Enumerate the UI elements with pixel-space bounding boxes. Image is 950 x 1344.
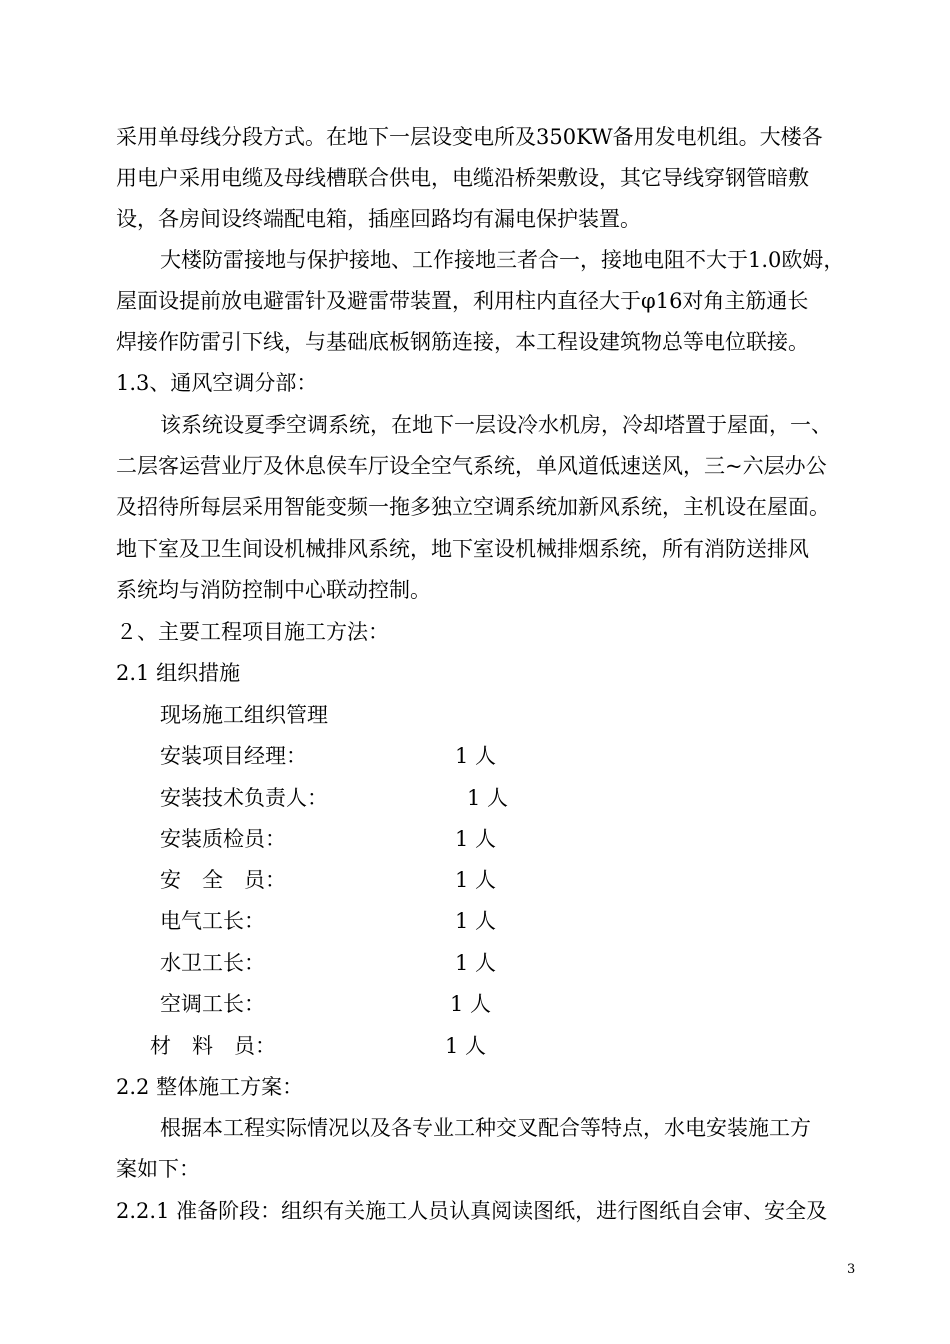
paragraph-line: 根据本工程实际情况以及各专业工种交叉配合等特点，水电安装施工方 bbox=[160, 1116, 811, 1140]
staff-role: 空调工长： bbox=[160, 992, 265, 1016]
paragraph-line: 设，各房间设终端配电箱，插座回路均有漏电保护装置。 bbox=[116, 207, 641, 231]
paragraph-line: 案如下： bbox=[116, 1157, 200, 1181]
staff-row bbox=[150, 1032, 486, 1060]
staff-row bbox=[160, 784, 508, 812]
staff-row bbox=[160, 825, 496, 853]
staff-count: 1 人 bbox=[455, 951, 497, 975]
paragraph-line: 及招待所每层采用智能变频一拖多独立空调系统加新风系统，主机设在屋面。 bbox=[116, 495, 830, 519]
staff-row bbox=[160, 990, 491, 1018]
staff-row bbox=[160, 866, 496, 894]
staff-count: 1 人 bbox=[455, 827, 497, 851]
staff-count: 1 人 bbox=[455, 868, 497, 892]
paragraph-line: 地下室及卫生间设机械排风系统，地下室设机械排烟系统，所有消防送排风 bbox=[116, 537, 809, 561]
paragraph-line: 该系统设夏季空调系统，在地下一层设冷水机房，冷却塔置于屋面，一、 bbox=[160, 413, 832, 437]
page-number: 3 bbox=[847, 1262, 856, 1277]
staff-row bbox=[160, 949, 496, 977]
section-heading-2: ２、主要工程项目施工方法： bbox=[116, 620, 389, 644]
section-heading-2-1: 2.1 组织措施 bbox=[116, 661, 241, 685]
staff-row bbox=[160, 907, 496, 935]
staff-role: 安装项目经理： bbox=[160, 744, 307, 768]
staff-role: 安 全 员： bbox=[160, 868, 286, 892]
paragraph-line: 系统均与消防控制中心联动控制。 bbox=[116, 578, 431, 602]
staff-role: 材 料 员： bbox=[150, 1034, 276, 1058]
paragraph-line: 大楼防雷接地与保护接地、工作接地三者合一，接地电阻不大于1.0欧姆， bbox=[160, 248, 845, 272]
paragraph-line: 屋面设提前放电避雷针及避雷带装置，利用柱内直径大于φ16对角主筋通长 bbox=[116, 289, 809, 313]
staff-count: 1 人 bbox=[450, 992, 492, 1016]
staff-count: 1 人 bbox=[467, 786, 509, 810]
staff-role: 电气工长： bbox=[160, 909, 265, 933]
paragraph-line: 采用单母线分段方式。在地下一层设变电所及350KW备用发电机组。大楼各 bbox=[116, 125, 823, 149]
staff-row bbox=[160, 742, 496, 770]
paragraph-line: 用电户采用电缆及母线槽联合供电，电缆沿桥架敷设，其它导线穿钢管暗敷 bbox=[116, 166, 809, 190]
staff-count: 1 人 bbox=[445, 1034, 487, 1058]
staff-title: 现场施工组织管理 bbox=[160, 703, 328, 727]
staff-role: 安装技术负责人： bbox=[160, 786, 328, 810]
staff-count: 1 人 bbox=[455, 744, 497, 768]
paragraph-line: 2.2.1 准备阶段：组织有关施工人员认真阅读图纸，进行图纸自会审、安全及 bbox=[116, 1199, 828, 1223]
section-heading-1-3: 1.3、通风空调分部： bbox=[116, 371, 318, 395]
staff-role: 安装质检员： bbox=[160, 827, 286, 851]
staff-count: 1 人 bbox=[455, 909, 497, 933]
staff-role: 水卫工长： bbox=[160, 951, 265, 975]
section-heading-2-2: 2.2 整体施工方案： bbox=[116, 1075, 304, 1099]
paragraph-line: 焊接作防雷引下线，与基础底板钢筋连接，本工程设建筑物总等电位联接。 bbox=[116, 330, 809, 354]
paragraph-line: 二层客运营业厅及休息侯车厅设全空气系统，单风道低速送风，三~六层办公 bbox=[116, 454, 827, 478]
